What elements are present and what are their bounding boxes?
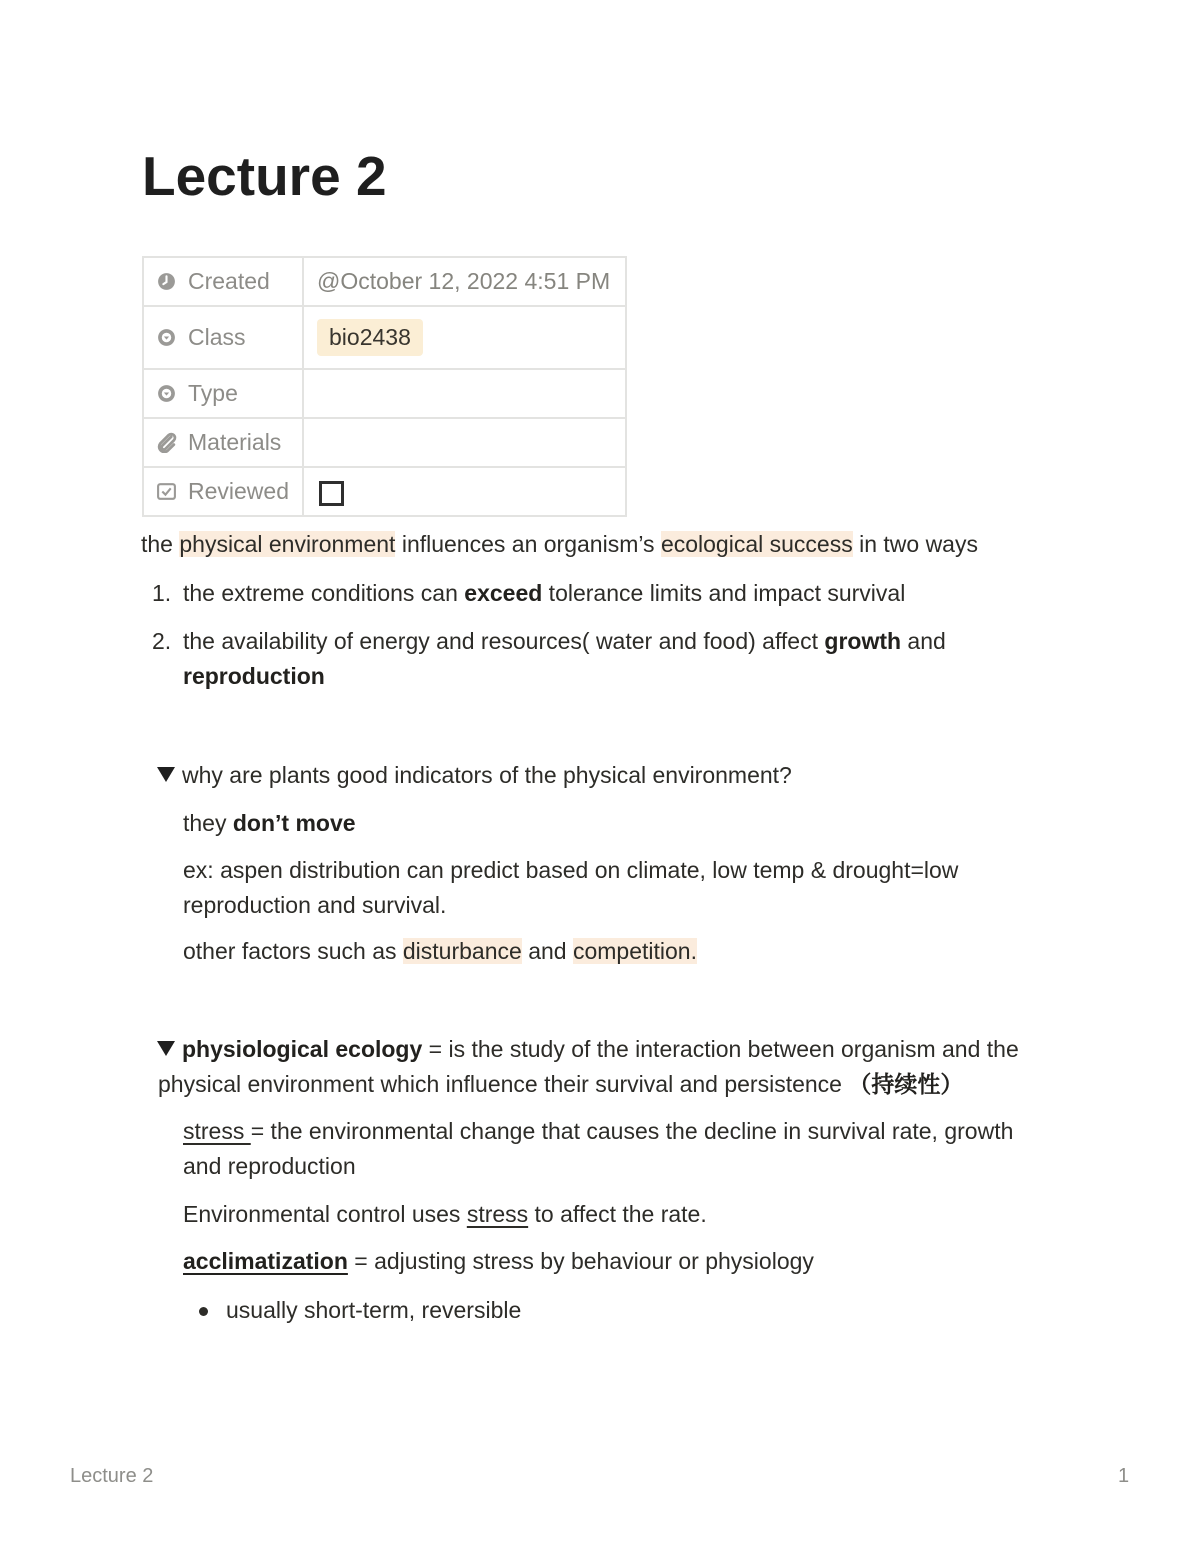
property-label: Type	[188, 380, 238, 406]
property-type	[143, 369, 303, 418]
paragraph: Environmental control uses stress to affect the rate.	[183, 1201, 707, 1227]
paragraph: acclimatization = adjusting stress by behaviour or physiology	[183, 1248, 814, 1274]
property-class	[143, 306, 303, 369]
intro-paragraph: the physical environment influences an organism’s ecological success in two ways	[141, 531, 978, 557]
toggle-triangle-icon[interactable]	[157, 767, 175, 782]
property-reviewed	[143, 467, 303, 516]
highlight: physical environment	[179, 531, 396, 557]
paragraph: and reproduction	[183, 1153, 356, 1179]
list-number: 2.	[152, 628, 172, 654]
list-item: the extreme conditions can exceed tolerance limits and impact survival	[183, 580, 906, 606]
bullet-dot-icon	[199, 1307, 208, 1316]
highlight: ecological success	[660, 531, 853, 557]
created-value: @October 12, 2022 4:51 PM	[317, 268, 611, 294]
paragraph: ex: aspen distribution can predict based on climate, low temp & drought=low	[183, 857, 959, 883]
page-number: 1	[1118, 1465, 1130, 1487]
type-value[interactable]	[303, 369, 626, 418]
property-label: Reviewed	[188, 478, 289, 504]
select-icon	[156, 383, 177, 404]
reviewed-checkbox[interactable]	[319, 481, 344, 506]
list-item: usually short-term, reversible	[226, 1297, 522, 1323]
checkbox-icon	[156, 481, 177, 502]
toggle-triangle-icon[interactable]	[157, 1041, 175, 1056]
highlight: disturbance	[402, 938, 522, 964]
select-icon	[156, 327, 177, 348]
paragraph: stress = the environmental change that causes the decline in survival rate, growth	[183, 1118, 1014, 1144]
paragraph: other factors such as disturbance and competition.	[183, 938, 697, 964]
class-tag[interactable]: bio2438	[317, 319, 423, 356]
paragraph: they don’t move	[183, 810, 356, 836]
property-label: Created	[188, 268, 270, 294]
list-number: 1.	[152, 580, 172, 606]
clock-icon	[156, 271, 177, 292]
property-materials	[143, 418, 303, 467]
materials-value[interactable]	[303, 418, 626, 467]
page-title: Lecture 2	[142, 145, 387, 207]
footer-title: Lecture 2	[70, 1465, 154, 1487]
property-label: Class	[188, 324, 246, 350]
highlight: competition.	[572, 938, 697, 964]
property-label: Materials	[188, 429, 282, 455]
paperclip-icon	[156, 432, 177, 453]
toggle-heading-plants[interactable]: why are plants good indicators of the physical environment?	[157, 761, 792, 790]
paragraph: reproduction and survival.	[183, 892, 447, 918]
properties-table	[142, 256, 627, 517]
property-created	[143, 257, 303, 306]
list-item: the availability of energy and resources( water and food) affect growth and	[183, 628, 946, 654]
toggle-heading-physiological-ecology[interactable]: physiological ecology = is the study of the interaction between organism and the	[157, 1035, 1019, 1064]
